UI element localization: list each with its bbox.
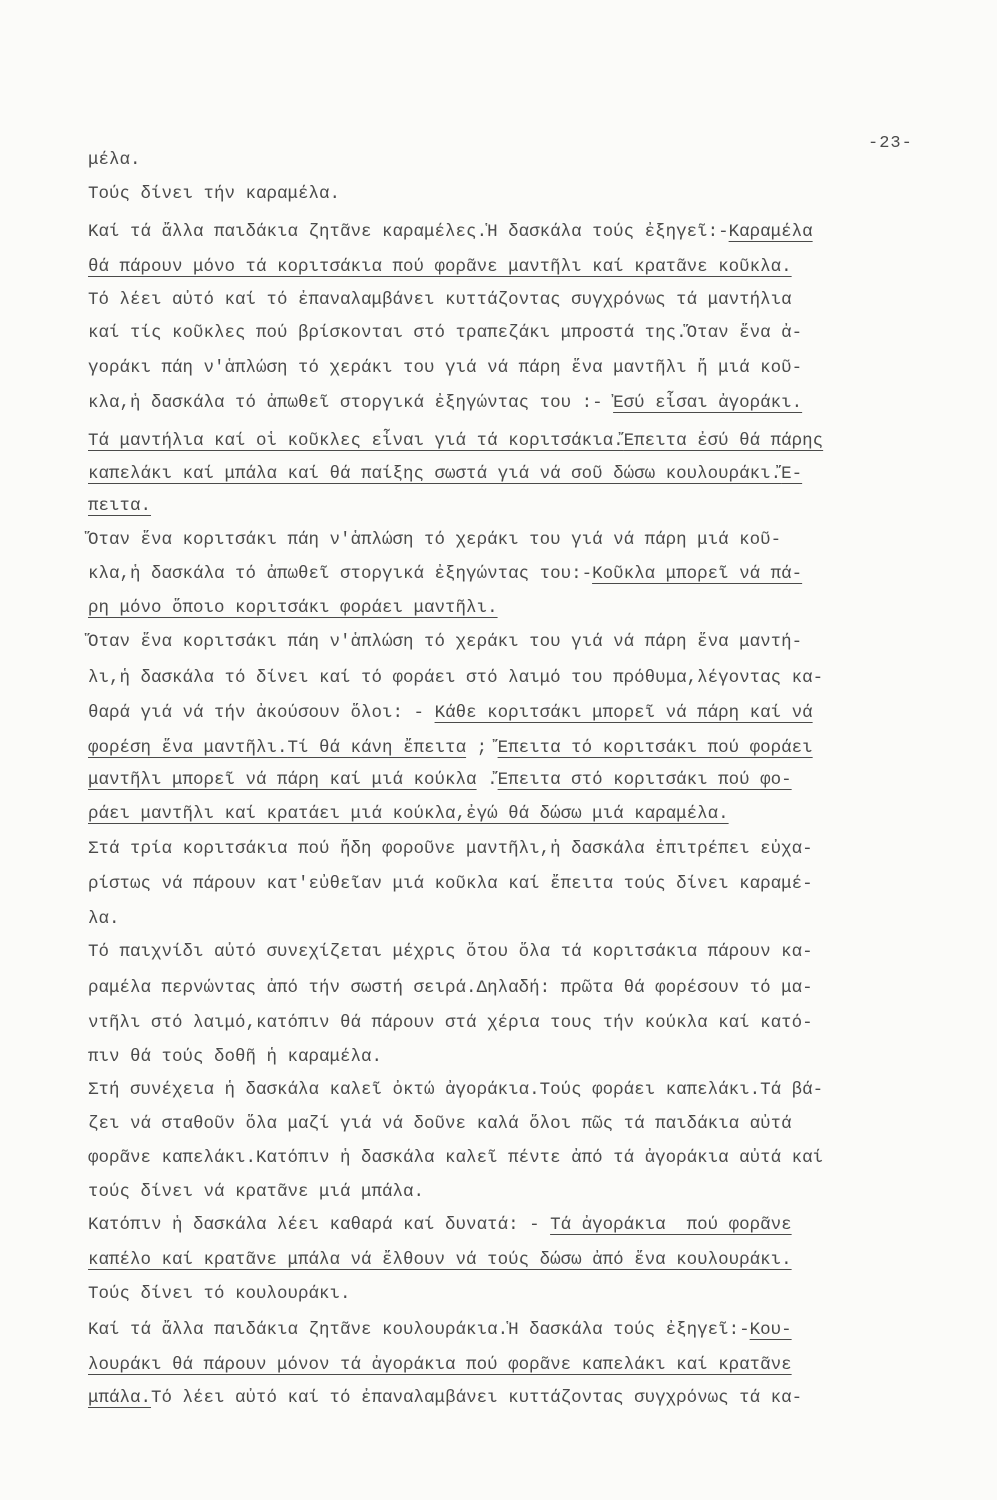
text-segment: λα. [88, 909, 120, 929]
text-line [88, 772, 792, 790]
text-line [88, 911, 120, 929]
text-segment: ρίστως νά πάρουν κατ'εὐθεῖαν μιά κοῦκλα καί ἔπειτα τούς δίνει καραμέ- [88, 874, 813, 894]
text-line [88, 566, 802, 584]
underlined-text: Κάθε κοριτσάκι μπορεῖ νά πάρη καί νά [434, 703, 813, 723]
text-segment: τούς δίνει νά κρατᾶνε μιά μπάλα. [88, 1182, 425, 1202]
text-line [88, 466, 802, 484]
underlined-text: Τά ἀγοράκια πού φορᾶνε [550, 1215, 792, 1235]
text-line [88, 1286, 351, 1304]
text-segment: καί τίς κοῦκλες πού βρίσκονται στό τραπεζάκι μπροστά της.Ὅταν ἕνα ἀ- [88, 323, 803, 343]
text-line [88, 186, 340, 204]
text-segment: Στά τρία κοριτσάκια πού ἤδη φοροῦνε μαντῆλι,ἡ δασκάλα ἐπιτρέπει εὐχα- [88, 839, 813, 859]
underlined-text: φορέση ἕνα μαντῆλι. [88, 738, 288, 758]
page-number: -23- [868, 134, 913, 153]
text-line [88, 1082, 823, 1100]
text-line [88, 1217, 792, 1235]
text-line [88, 152, 141, 170]
text-line [88, 395, 802, 413]
text-segment: . [476, 770, 498, 790]
text-line [88, 1150, 823, 1168]
text-line [88, 498, 151, 516]
text-line [88, 1184, 424, 1202]
text-segment: Κατόπιν ἡ δασκάλα λέει καθαρά καί δυνατά: - [88, 1215, 551, 1235]
text-segment: Τό λέει αὐτό καί τό ἐπαναλαμβάνει κυττάζοντας συγχρόνως τά μαντήλια [88, 290, 792, 310]
underlined-text: λουράκι θά πάρουν μόνον τά ἀγοράκια πού φορᾶνε καπελάκι καί κρατᾶνε [88, 1355, 792, 1375]
underlined-text: Καραμέλα [728, 222, 813, 242]
text-segment: Ὅταν ἕνα κοριτσάκι πάη ν'ἁπλώση τό χεράκι του γιά νά πάρη ἕνα μαντή- [88, 632, 803, 652]
text-segment: λι,ἡ δασκάλα τό δίνει καί τό φοράει στό λαιμό του πρόθυμα,λέγοντας κα- [88, 668, 824, 688]
text-segment: γοράκι πάη ν'ἁπλώση τό χεράκι του γιά νά πάρη ἕνα μαντῆλι ἤ μιά κοῦ- [88, 358, 803, 378]
text-line [88, 1390, 802, 1408]
text-line [88, 433, 823, 451]
text-line [88, 1322, 792, 1340]
underlined-text: θά πάρουν μόνο τά κοριτσάκια πού φορᾶνε μαντῆλι καί κρατᾶνε κοῦκλα. [88, 257, 792, 277]
text-segment: ζει νά σταθοῦν ὅλα μαζί γιά νά δοῦνε καλά ὅλοι πῶς τά παιδάκια αὐτά [88, 1114, 792, 1134]
text-segment: Τούς δίνει τήν καραμέλα. [88, 184, 341, 204]
text-segment: θαρά γιά νά τήν ἀκούσουν ὅλοι: - [88, 703, 435, 723]
text-segment: πιν θά τούς δοθῆ ἡ καραμέλα. [88, 1047, 383, 1067]
text-line [88, 259, 792, 277]
underlined-text: καπέλο καί κρατᾶνε μπάλα νά ἔλθουν νά τούς δώσω ἀπό ἕνα κουλουράκι. [88, 1250, 792, 1270]
underlined-text: ρη μόνο ὅποιο κοριτσάκι φοράει μαντῆλι. [88, 598, 498, 618]
text-segment: Τό λέει αὐτό καί τό ἐπαναλαμβάνει κυττάζοντας συγχρόνως τά κα- [151, 1388, 803, 1408]
underlined-text: μπάλα. [88, 1388, 152, 1408]
underlined-text: μαντῆλι μπορεῖ νά πάρη καί μιά κούκλα [88, 770, 477, 790]
text-segment: ραμέλα περνώντας ἀπό τήν σωστή σειρά.Δηλαδή: πρῶτα θά φορέσουν τό μα- [88, 978, 813, 998]
text-line [88, 806, 729, 824]
text-line [88, 944, 813, 962]
text-line [88, 1116, 792, 1134]
text-line [88, 740, 813, 758]
underlined-text: Ἔπειτα ἐσύ θά πάρης [623, 431, 824, 451]
underlined-text: Ἔπειτα τό κοριτσάκι πού φοράει [497, 738, 813, 758]
text-segment: ; [466, 738, 498, 758]
text-segment: κλα,ἡ δασκάλα τό ἀπωθεῖ στοργικά ἐξηγώντας του:- [88, 564, 593, 584]
text-line [88, 1252, 792, 1270]
text-segment: Ὅταν ἕνα κοριτσάκι πάη ν'ἁπλώση τό χεράκι του γιά νά πάρη μιά κοῦ- [88, 530, 782, 550]
underlined-text: Κοῦκλα μπορεῖ νά πά- [592, 564, 803, 584]
underlined-text: Ἐσύ εἶσαι ἀγοράκι. [613, 393, 803, 413]
text-line [88, 532, 781, 550]
text-line [88, 360, 802, 378]
text-segment: Καί τά ἄλλα παιδάκια ζητᾶνε κουλουράκια.Ἡ δασκάλα τούς ἐξηγεῖ:- [88, 1320, 750, 1340]
text-line [88, 224, 813, 242]
underlined-text: Ἔ- [781, 464, 803, 484]
text-segment: Καί τά ἄλλα παιδάκια ζητᾶνε καραμέλες.Ἡ δασκάλα τούς ἐξηγεῖ:- [88, 222, 729, 242]
underlined-text: ράει μαντῆλι καί κρατάει μιά κούκλα,ἐγώ θά δώσω μιά καραμέλα. [88, 804, 729, 824]
text-line [88, 600, 498, 618]
text-segment: Τό παιχνίδι αὐτό συνεχίζεται μέχρις ὅτου ὅλα τά κοριτσάκια πάρουν κα- [88, 942, 813, 962]
underlined-text: Τά μαντήλια καί οἱ κοῦκλες εἶναι γιά τά κοριτσάκια. [88, 431, 624, 451]
underlined-text: καπελάκι καί μπάλα καί θά παίξης σωστά γιά νά σοῦ δώσω κουλουράκι. [88, 464, 782, 484]
text-line [88, 292, 792, 310]
text-line [88, 325, 802, 343]
text-line [88, 705, 813, 723]
text-line [88, 1015, 813, 1033]
text-line [88, 1357, 792, 1375]
text-line [88, 980, 813, 998]
text-line [88, 1049, 382, 1067]
text-segment: Στή συνέχεια ἡ δασκάλα καλεῖ ὀκτώ ἀγοράκια.Τούς φοράει καπελάκι.Τά βά- [88, 1080, 824, 1100]
underlined-text: πειτα. [88, 496, 152, 516]
text-segment: κλα,ἡ δασκάλα τό ἀπωθεῖ στοργικά ἐξηγώντας του :- [88, 393, 614, 413]
underlined-text: Ἔπειτα στό κοριτσάκι πού φο- [497, 770, 792, 790]
underlined-text: Τί θά κάνη ἔπειτα [287, 738, 467, 758]
text-line [88, 876, 813, 894]
underlined-text: Κου- [749, 1320, 792, 1340]
text-line [88, 634, 802, 652]
text-segment: ντῆλι στό λαιμό,κατόπιν θά πάρουν στά χέρια τους τήν κούκλα καί κατό- [88, 1013, 813, 1033]
text-segment: Τούς δίνει τό κουλουράκι. [88, 1284, 351, 1304]
text-line [88, 841, 813, 859]
text-segment: μέλα. [88, 150, 141, 170]
text-segment: φορᾶνε καπελάκι.Κατόπιν ἡ δασκάλα καλεῖ πέντε ἀπό τά ἀγοράκια αὐτά καί [88, 1148, 824, 1168]
text-line [88, 670, 823, 688]
